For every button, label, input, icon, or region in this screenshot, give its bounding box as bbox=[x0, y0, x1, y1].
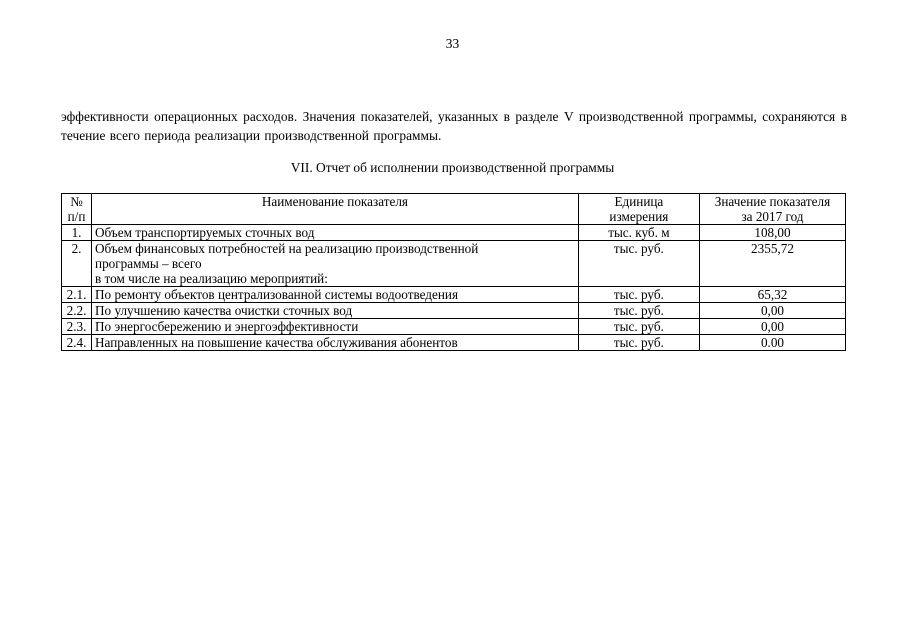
header-num bbox=[62, 194, 92, 225]
row-name: По ремонту объектов централизованной системы водоотведения bbox=[92, 287, 579, 303]
header-value-line-1: Значение показателя bbox=[714, 194, 831, 209]
header-unit bbox=[578, 194, 699, 225]
header-unit-line-2: измерения bbox=[609, 209, 669, 224]
table-row bbox=[62, 287, 846, 303]
row-num: 2. bbox=[62, 241, 92, 287]
row-unit: тыс. руб. bbox=[578, 303, 699, 319]
table-row bbox=[62, 303, 846, 319]
report-table bbox=[61, 193, 846, 351]
row-name-line-3: в том числе на реализацию мероприятий: bbox=[95, 271, 328, 286]
section-title: VII. Отчет об исполнении производственной программы bbox=[290, 160, 615, 175]
header-value-line-2: за 2017 год bbox=[741, 209, 804, 224]
row-name-line-2: программы – всего bbox=[95, 256, 202, 271]
header-unit-line-1: Единица bbox=[614, 194, 664, 209]
row-num: 2.2. bbox=[62, 303, 92, 319]
row-name: Направленных на повышение качества обслуживания абонентов bbox=[92, 335, 579, 351]
row-value: 0,00 bbox=[699, 303, 845, 319]
row-value: 65,32 bbox=[699, 287, 845, 303]
paragraph-line-1: эффективности операционных расходов. Значения показателей, указанных в разделе V производственной программы, bbox=[61, 109, 757, 124]
header-num-line-1: № bbox=[70, 194, 83, 209]
row-num: 1. bbox=[62, 225, 92, 241]
row-name-line-1: Объем финансовых потребностей на реализацию производственной bbox=[95, 241, 479, 256]
row-value: 0,00 bbox=[699, 319, 845, 335]
header-num-line-2: п/п bbox=[67, 209, 86, 224]
row-num: 2.1. bbox=[62, 287, 92, 303]
table-row bbox=[62, 335, 846, 351]
row-unit: тыс. руб. bbox=[578, 241, 699, 287]
paragraph-line-2: сохраняются в течение всего периода реализации производственной программы. bbox=[61, 109, 847, 143]
table-row bbox=[62, 319, 846, 335]
row-num: 2.3. bbox=[62, 319, 92, 335]
row-value: 0.00 bbox=[699, 335, 845, 351]
row-name: Объем транспортируемых сточных вод bbox=[92, 225, 579, 241]
row-name bbox=[92, 241, 579, 287]
row-unit: тыс. руб. bbox=[578, 319, 699, 335]
row-name: По улучшению качества очистки сточных вод bbox=[92, 303, 579, 319]
row-unit: тыс. руб. bbox=[578, 287, 699, 303]
body-paragraph bbox=[61, 107, 847, 145]
header-name: Наименование показателя bbox=[92, 194, 579, 225]
row-unit: тыс. куб. м bbox=[578, 225, 699, 241]
row-num: 2.4. bbox=[62, 335, 92, 351]
table-row bbox=[62, 225, 846, 241]
row-name: По энергосбережению и энергоэффективности bbox=[92, 319, 579, 335]
row-value: 108,00 bbox=[699, 225, 845, 241]
row-unit: тыс. руб. bbox=[578, 335, 699, 351]
header-value bbox=[699, 194, 845, 225]
row-value: 2355,72 bbox=[699, 241, 845, 287]
table-header-row bbox=[62, 194, 846, 225]
page-number: 33 bbox=[445, 36, 460, 51]
table-row bbox=[62, 241, 846, 287]
